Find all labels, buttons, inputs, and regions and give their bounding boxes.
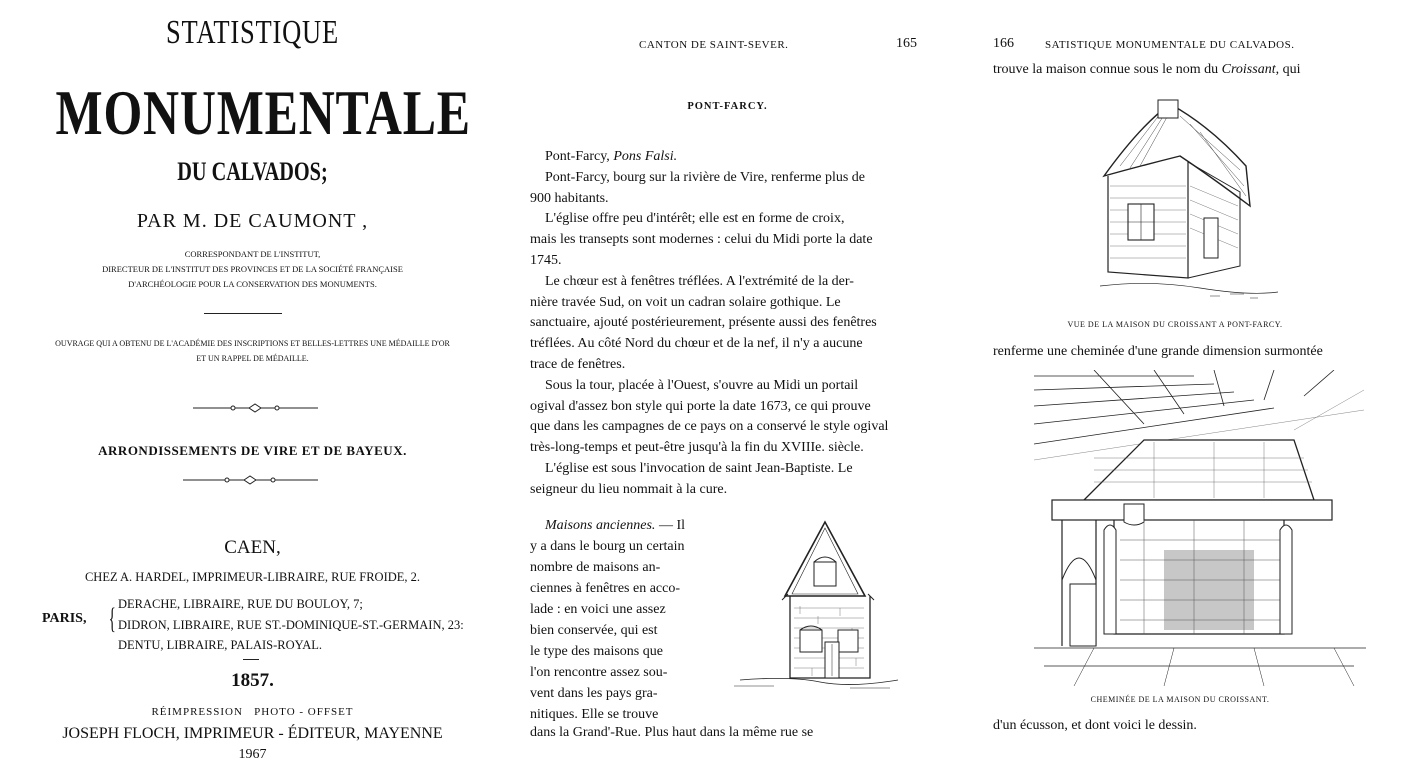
credential-line: CORRESPONDANT DE L'INSTITUT, xyxy=(184,249,321,259)
text-line: 900 habitants. xyxy=(530,190,609,206)
text-line: y a dans le bourg un certain xyxy=(530,539,685,554)
text-line: nière travée Sud, on voit un cadran solaire gothique. Le xyxy=(530,294,841,310)
award-line: OUVRAGE QUI A OBTENU DE L'ACADÉMIE DES INSCRIPTIONS ET BELLES-LETTRES UNE MÉDAILLE D'OR xyxy=(55,339,450,348)
text-line: nombre de maisons an- xyxy=(530,560,661,575)
croissant-house-engraving xyxy=(1100,96,1280,308)
bookseller-line: DENTU, LIBRAIRE, PALAIS-ROYAL. xyxy=(118,638,323,652)
text-line: nitiques. Elle se trouve xyxy=(530,707,659,722)
page-number: 166 xyxy=(993,36,1014,51)
text-line: bien conservée, qui est xyxy=(530,623,658,638)
maisons-text xyxy=(530,515,705,725)
text-line: L'église est sous l'invocation de saint Jean-Baptiste. Le xyxy=(545,460,853,476)
text-line: le type des maisons que xyxy=(530,644,663,659)
bookseller-line: DIDRON, LIBRAIRE, RUE ST.-DOMINIQUE-ST.-GERMAIN, 23: xyxy=(118,617,464,632)
text-line: dans la Grand'-Rue. Plus haut dans la même rue se xyxy=(530,725,814,740)
title-line-3: DU CALVADOS; xyxy=(177,157,328,186)
divider xyxy=(204,313,282,314)
old-house-engraving xyxy=(730,518,900,693)
award xyxy=(0,336,505,366)
author-line: PAR M. DE CAUMONT , xyxy=(136,210,369,232)
credential-line: D'ARCHÉOLOGIE POUR LA CONSERVATION DES MONUMENTS. xyxy=(128,279,377,289)
fireplace-engraving xyxy=(1034,370,1366,686)
award-line: ET UN RAPPEL DE MÉDAILLE. xyxy=(196,354,309,363)
body-text xyxy=(530,147,920,501)
divider xyxy=(243,659,259,660)
brace: { xyxy=(108,602,116,635)
page-number: 165 xyxy=(896,36,917,51)
caption-fireplace: CHEMINÉE DE LA MAISON DU CROISSANT. xyxy=(1090,695,1270,704)
text-line: trouve la maison connue sous le nom du Croissant, qui xyxy=(993,62,1301,77)
text-line: ciennes à fenêtres en acco- xyxy=(530,581,681,596)
running-head: CANTON DE SAINT-SEVER. xyxy=(639,39,789,51)
title-line-1: STATISTIQUE xyxy=(166,14,339,51)
text-line: L'église offre peu d'intérêt; elle est en forme de croix, xyxy=(545,211,845,227)
printer-caen: CHEZ A. HARDEL, IMPRIMEUR-LIBRAIRE, RUE FROIDE, 2. xyxy=(84,570,421,584)
paris-label: PARIS, xyxy=(42,611,87,626)
publisher: JOSEPH FLOCH, IMPRIMEUR - ÉDITEUR, MAYENNE xyxy=(62,725,443,742)
text-line: sanctuaire, ajouté postérieurement, présente aussi des fenêtres xyxy=(530,315,877,331)
bookseller-line: DERACHE, LIBRAIRE, RUE DU BOULOY, 7; xyxy=(118,597,363,611)
credential-line: DIRECTEUR DE L'INSTITUT DES PROVINCES ET DE LA SOCIÉTÉ FRANÇAISE xyxy=(102,264,403,274)
text-line: trace de fenêtres. xyxy=(530,356,626,372)
year: 1857. xyxy=(231,670,274,691)
credentials xyxy=(0,247,505,292)
volume-title: ARRONDISSEMENTS DE VIRE ET DE BAYEUX. xyxy=(98,443,407,458)
text-line: très-long-temps et peut-être jusqu'à la fin du XVIIIe. siècle. xyxy=(530,440,864,456)
page-165 xyxy=(505,0,960,782)
text-line: ogival d'assez bon style qui porte la date 1673, ce qui prouve xyxy=(530,398,871,414)
text-line: tréflées. Au côté Nord du chœur et de la nef, il n'y a aucune xyxy=(530,336,863,352)
title-page xyxy=(0,0,505,782)
text-line: l'on rencontre assez sou- xyxy=(530,665,668,680)
text-line: mais les transepts sont modernes : celui du Midi porte la date xyxy=(530,232,873,248)
title-line-2: MONUMENTALE xyxy=(55,77,471,148)
reprint-year: 1967 xyxy=(238,747,267,762)
text-line: Maisons anciennes. — Il xyxy=(545,518,685,533)
section-title: PONT-FARCY. xyxy=(687,101,768,112)
reprint-note: RÉIMPRESSION PHOTO - OFFSET xyxy=(151,706,354,718)
text-line: vent dans les pays gra- xyxy=(530,686,658,701)
text-line: Pont-Farcy, bourg sur la rivière de Vire, renferme plus de xyxy=(545,169,866,185)
running-head: SATISTIQUE MONUMENTALE DU CALVADOS. xyxy=(1045,39,1295,51)
text-line: Sous la tour, placée à l'Ouest, s'ouvre au Midi un portail xyxy=(545,377,859,393)
ornament-rule xyxy=(183,474,318,486)
text-line: Le chœur est à fenêtres tréflées. A l'extrémité de la der- xyxy=(545,273,854,289)
text-line: d'un écusson, et dont voici le dessin. xyxy=(993,718,1197,733)
ornament-rule xyxy=(193,402,318,414)
text-line: 1745. xyxy=(530,252,562,268)
text-line: seigneur du lieu nommait à la cure. xyxy=(530,481,728,497)
text-line: lade : en voici une assez xyxy=(530,602,666,617)
city: CAEN, xyxy=(224,537,281,558)
text-line: que dans les campagnes de ce pays on a conservé le style ogival xyxy=(530,419,889,435)
text-line: Pont-Farcy, Pons Falsi. xyxy=(545,149,678,164)
page-166 xyxy=(960,0,1410,782)
caption-house: VUE DE LA MAISON DU CROISSANT A PONT-FARCY. xyxy=(1067,320,1283,329)
text-line: renferme une cheminée d'une grande dimension surmontée xyxy=(993,344,1323,359)
paris-booksellers xyxy=(118,594,464,656)
